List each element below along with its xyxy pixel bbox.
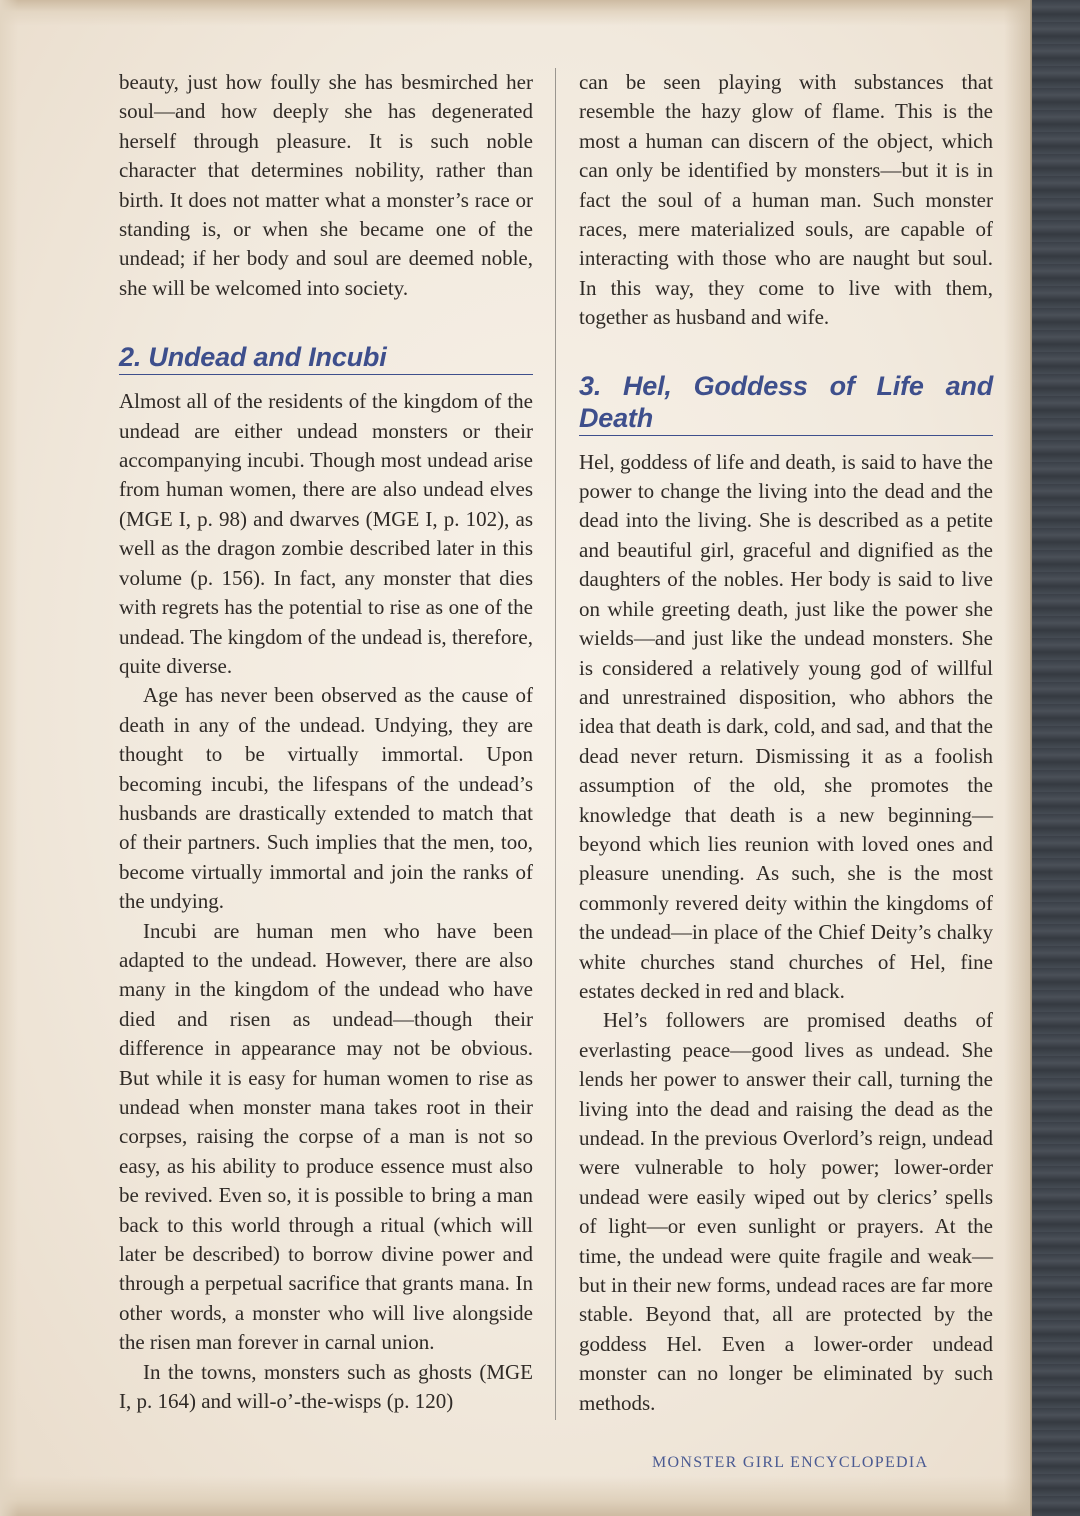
running-footer-book-title: MONSTER GIRL ENCYCLOPEDIA [652,1454,929,1471]
section-heading-hel: 3. Hel, Goddess of Life and Death [579,370,993,436]
paragraph: Almost all of the residents of the kingdom of the undead are either undead monsters or their accompanying incubi. Though most undead arise from human women, there are also undead elves (MGE I, p. 98) and dwarves (MGE I, p. 102), as well as the dragon zombie described later in this volume (p. 156). In fact, any monster that dies with regrets has the potential to rise as one of the undead. The kingdom of the undead is, therefore, quite diverse. [119,389,533,678]
paragraph: can be seen playing with substances that resemble the hazy glow of flame. This is the most a human can discern of the object, which can only be identified by monsters—but it is in fact the soul of a human man. Such monster races, mere materialized souls, are capable of interacting with those who are naught but soul. In this way, they come to live with them, together as husband and wife. [579,70,993,330]
paragraph: In the towns, monsters such as ghosts (MGE I, p. 164) and will-o’-the-wisps (p. 120) [119,1359,533,1414]
paper-edge-top [0,0,1080,26]
paper-edge-left [0,0,18,1516]
right-column [579,68,993,1418]
section-heading-undead-incubi: 2. Undead and Incubi [119,341,533,375]
paper-edge-bottom [0,1476,1080,1516]
book-spine [1032,0,1080,1516]
paragraph: beauty, just how foully she has besmirched her soul—and how deeply she has degenerated herself through pleasure. It is such noble character that determines nobility, rather than birth. It does not matter what a monster’s race or standing is, or when she became one of the undead; if her body and soul are deemed noble, she will be welcomed into society. [119,70,533,300]
paragraph: Hel’s followers are promised deaths of everlasting peace—good lives as undead. She lends her power to answer their call, turning the living into the dead and raising the dead as the undead. In the previous Overlord’s reign, undead were vulnerable to holy power; lower-order undead were easily wiped out by clerics’ spells of light—or even sunlight or prayers. At the time, the undead were quite fragile and weak—but in their new forms, undead races are far more stable. Beyond that, all are protected by the goddess Hel. Even a lower-order undead monster can no longer be eliminated by such methods. [579,1008,993,1415]
paragraph: Hel, goddess of life and death, is said to have the power to change the living into the dead and the dead into the living. She is described as a petite and beautiful girl, graceful and dignified as the daughters of the nobles. Her body is said to live on while greeting death, just like the power she wields—and just like the undead monsters. She is considered a relatively young god of willful and unrestrained disposition, who abhors the idea that death is dark, cold, and sad, and that the dead never return. Dismissing it as a foolish assumption of the old, she promotes the knowledge that death is a new beginning—beyond which lies reunion with loved ones and pleasure unending. As such, she is the most commonly revered deity within the kingdoms of the undead—in place of the Chief Deity’s chalky white churches stand churches of Hel, fine estates decked in red and black. [579,449,993,1003]
column-divider [555,68,556,1420]
paragraph: Age has never been observed as the cause of death in any of the undead. Undying, they are thought to be virtually immortal. Upon becoming incubi, the lifespans of the undead’s husbands are drastically extended to match that of their partners. Such implies that the men, too, become virtually immortal and join the ranks of the undying. [119,683,533,914]
paragraph-text: Incubi are human men who have been adapted to the undead. However, there are also many in the kingdom of the undead who have died and risen as undead—though their difference in appearance may not be obvious. But while it is easy for human women to rise as undead when monster mana takes root in their corpses, raising the corpse of a man is not so easy, as his ability to produce essence must also be revived. Even so, it is possible to bring a man back to this world through a ritual (which will later be described) to borrow divine power and through a perpetual sacrifice that grants mana. In other words, a monster who will live alongside the risen man forever in carnal union. [119,918,533,1355]
paragraph [119,917,533,1358]
left-column [119,68,533,1416]
